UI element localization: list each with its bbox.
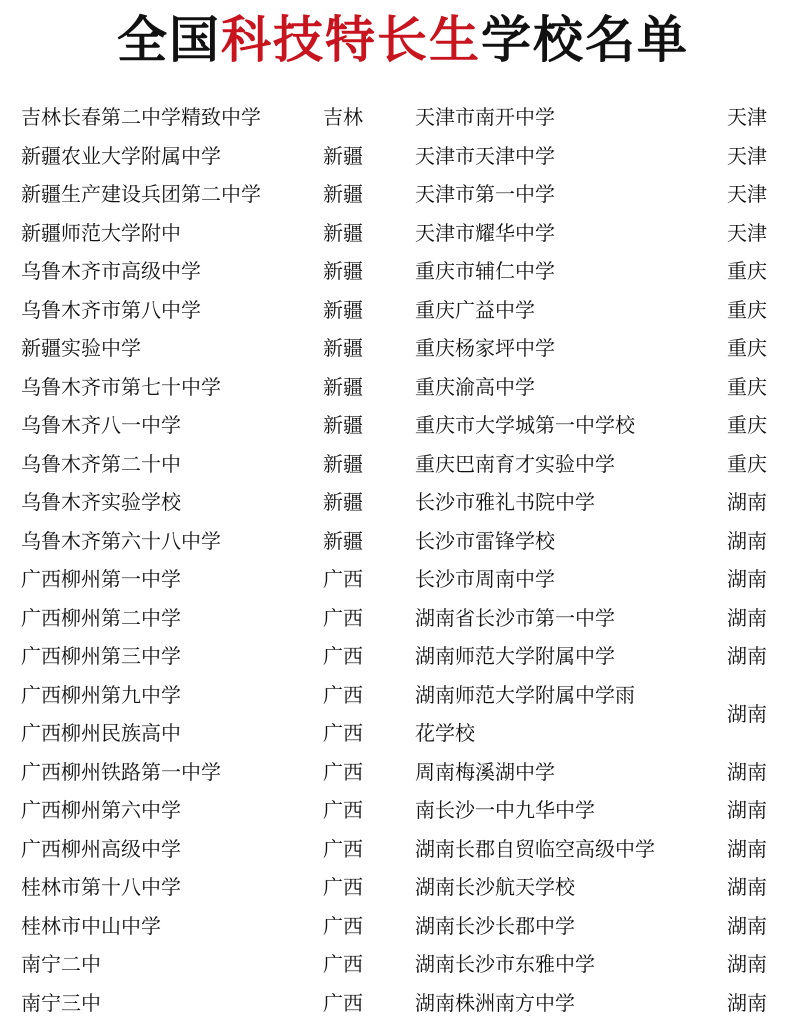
school-name-left: 乌鲁木齐市高级中学 (21, 259, 201, 283)
table-row (0, 406, 806, 445)
region-right: 重庆 (727, 451, 767, 476)
region-right: 湖南 (727, 644, 767, 668)
region-left: 新疆 (323, 336, 363, 360)
region-right: 重庆 (727, 297, 767, 322)
school-name-left: 桂林市第十八中学 (21, 875, 181, 899)
school-name-right: 重庆市辅仁中学 (415, 259, 555, 283)
school-name-right: 长沙市雅礼书院中学 (415, 490, 595, 514)
table-row (0, 252, 806, 291)
page-title (0, 8, 806, 72)
school-name-left: 新疆实验中学 (21, 336, 141, 360)
region-right: 湖南 (727, 701, 767, 726)
school-name-right: 南长沙一中九华中学 (415, 798, 595, 822)
table-row (0, 137, 806, 176)
region-left: 广西 (323, 952, 363, 976)
region-right: 湖南 (727, 759, 767, 784)
school-name-left: 新疆农业大学附属中学 (21, 143, 221, 168)
region-right: 湖南 (727, 952, 767, 976)
school-list (0, 98, 806, 1022)
school-name-left: 广西柳州第三中学 (21, 644, 181, 668)
region-right: 天津 (727, 105, 767, 129)
table-row (0, 368, 806, 407)
school-name-left: 乌鲁木齐市第八中学 (21, 297, 201, 322)
school-name-left: 广西柳州第一中学 (21, 567, 181, 591)
school-name-right: 重庆杨家坪中学 (415, 336, 555, 360)
region-left: 广西 (323, 798, 363, 822)
region-left: 广西 (323, 759, 363, 784)
title-part-3: 学校名单 (481, 11, 689, 69)
region-left: 广西 (323, 990, 363, 1015)
region-left: 新疆 (323, 182, 363, 206)
school-name-right: 湖南长郡自贸临空高级中学 (415, 836, 655, 861)
region-left: 新疆 (323, 374, 363, 399)
table-row (0, 984, 806, 1023)
region-right: 天津 (727, 182, 767, 206)
table-row (0, 676, 806, 726)
school-name-right: 湖南长沙航天学校 (415, 875, 575, 899)
school-name-left: 广西柳州铁路第一中学 (21, 759, 221, 784)
region-right: 湖南 (727, 567, 767, 591)
table-row (0, 329, 806, 368)
school-name-right: 周南梅溪湖中学 (415, 759, 555, 784)
school-name-right: 重庆市大学城第一中学校 (415, 413, 635, 437)
region-right: 湖南 (727, 913, 767, 938)
table-row (0, 98, 806, 137)
table-row (0, 599, 806, 638)
title-part-1: 全国 (117, 11, 221, 69)
school-name-left: 乌鲁木齐市第七十中学 (21, 374, 221, 399)
title-highlight: 科技特长生 (221, 11, 481, 69)
school-name-left: 广西柳州民族高中 (21, 721, 181, 745)
school-name-right: 天津市南开中学 (415, 105, 555, 129)
region-left: 广西 (323, 567, 363, 591)
school-name-right: 长沙市周南中学 (415, 567, 555, 591)
table-row (0, 175, 806, 214)
region-right: 重庆 (727, 374, 767, 399)
region-left: 吉林 (323, 105, 363, 129)
school-name-left: 乌鲁木齐第六十八中学 (21, 528, 221, 553)
region-right: 湖南 (727, 490, 767, 514)
region-left: 新疆 (323, 451, 363, 476)
region-left: 新疆 (323, 413, 363, 437)
region-left: 新疆 (323, 297, 363, 322)
school-name-left: 桂林市中山中学 (21, 913, 161, 938)
school-name-right: 重庆巴南育才实验中学 (415, 451, 615, 476)
school-name-left: 吉林长春第二中学精致中学 (21, 105, 261, 129)
region-right: 湖南 (727, 605, 767, 630)
table-row (0, 714, 806, 753)
school-name-left: 广西柳州第二中学 (21, 605, 181, 630)
region-left: 新疆 (323, 528, 363, 553)
school-name-right: 重庆渝高中学 (415, 374, 535, 399)
table-row (0, 791, 806, 830)
school-name-left: 新疆生产建设兵团第二中学 (21, 182, 261, 206)
table-row (0, 868, 806, 907)
region-left: 广西 (323, 682, 363, 707)
table-row (0, 907, 806, 946)
table-row (0, 483, 806, 522)
region-right: 湖南 (727, 990, 767, 1015)
region-right: 湖南 (727, 836, 767, 861)
region-left: 新疆 (323, 220, 363, 245)
school-name-right: 重庆广益中学 (415, 297, 535, 322)
school-name-right: 湖南师范大学附属中学 (415, 644, 615, 668)
school-name-left: 南宁三中 (21, 990, 101, 1015)
table-row (0, 445, 806, 484)
region-left: 广西 (323, 875, 363, 899)
region-right: 重庆 (727, 336, 767, 360)
school-name-left: 广西柳州高级中学 (21, 836, 181, 861)
school-name-right: 天津市第一中学 (415, 182, 555, 206)
region-right: 天津 (727, 143, 767, 168)
school-name-right: 湖南师范大学附属中学雨 (415, 682, 635, 707)
region-left: 广西 (323, 836, 363, 861)
region-left: 新疆 (323, 259, 363, 283)
table-row (0, 560, 806, 599)
table-row (0, 945, 806, 984)
table-row (0, 214, 806, 253)
school-name-left: 乌鲁木齐第二十中 (21, 451, 181, 476)
school-name-right: 长沙市雷锋学校 (415, 528, 555, 553)
school-name-right: 天津市天津中学 (415, 143, 555, 168)
table-row (0, 637, 806, 676)
school-name-left: 广西柳州第六中学 (21, 798, 181, 822)
school-name-right: 湖南长沙长郡中学 (415, 913, 575, 938)
school-name-left: 广西柳州第九中学 (21, 682, 181, 707)
region-right: 天津 (727, 220, 767, 245)
region-left: 新疆 (323, 490, 363, 514)
region-left: 新疆 (323, 143, 363, 168)
region-left: 广西 (323, 913, 363, 938)
school-name-right: 花学校 (415, 721, 475, 745)
school-name-right: 天津市耀华中学 (415, 220, 555, 245)
table-row (0, 830, 806, 869)
school-name-right: 湖南省长沙市第一中学 (415, 605, 615, 630)
school-name-left: 乌鲁木齐八一中学 (21, 413, 181, 437)
school-name-left: 南宁二中 (21, 952, 101, 976)
region-right: 湖南 (727, 528, 767, 553)
table-row (0, 753, 806, 792)
school-name-right: 湖南长沙市东雅中学 (415, 952, 595, 976)
region-left: 广西 (323, 721, 363, 745)
region-right: 重庆 (727, 259, 767, 283)
table-row (0, 291, 806, 330)
school-name-right: 湖南株洲南方中学 (415, 990, 575, 1015)
table-row (0, 522, 806, 561)
school-name-left: 乌鲁木齐实验学校 (21, 490, 181, 514)
region-right: 湖南 (727, 798, 767, 822)
region-right: 重庆 (727, 413, 767, 437)
school-name-left: 新疆师范大学附中 (21, 220, 181, 245)
region-right: 湖南 (727, 875, 767, 899)
region-left: 广西 (323, 605, 363, 630)
region-left: 广西 (323, 644, 363, 668)
